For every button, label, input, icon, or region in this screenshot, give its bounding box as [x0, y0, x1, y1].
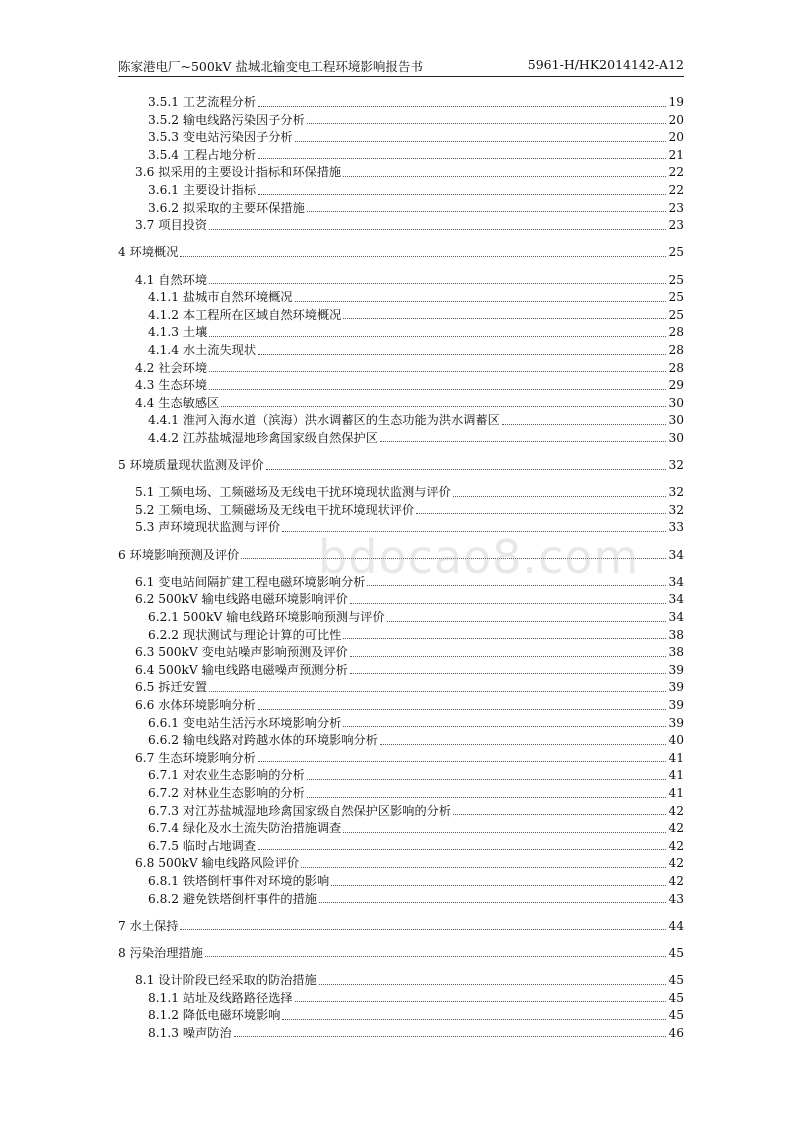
toc-entry-page: 46: [668, 1025, 684, 1040]
toc-entry-title: 3.6.1 主要设计指标: [148, 182, 257, 197]
toc-entry[interactable]: [118, 112, 684, 130]
toc-entry-page: 39: [668, 680, 684, 695]
toc-leader-dots: [502, 424, 667, 425]
toc-leader-dots: [209, 229, 666, 230]
toc-entry-title: 4.1.3 土壤: [148, 325, 208, 340]
toc-entry-title: 4.4 生态敏感区: [135, 395, 220, 410]
toc-entry-title: 4.1.1 盐城市自然环境概况: [148, 290, 293, 305]
toc-entry[interactable]: [118, 767, 684, 785]
toc-entry-page: 19: [668, 95, 684, 109]
toc-entry[interactable]: [118, 662, 684, 680]
toc-entry-page: 30: [668, 413, 684, 428]
toc-entry-title: 4.3 生态环境: [135, 378, 208, 393]
toc-entry-title: 3.5.1 工艺流程分析: [148, 95, 257, 109]
toc-leader-dots: [258, 849, 666, 850]
header-title: 陈家港电厂~500kV 盐城北输变电工程环境影响报告书: [118, 59, 423, 74]
toc-entry[interactable]: [118, 307, 684, 325]
toc-leader-dots: [258, 354, 666, 355]
toc-entry-page: 22: [668, 182, 684, 197]
toc-entry-title: 6.6.2 输电线路对跨越水体的环境影响分析: [148, 733, 378, 748]
toc-entry-page: 40: [668, 733, 684, 748]
toc-leader-dots: [295, 301, 667, 302]
toc-leader-dots: [180, 929, 666, 930]
toc-leader-dots: [343, 832, 666, 833]
toc-entry[interactable]: [118, 430, 684, 448]
toc-entry[interactable]: [118, 324, 684, 342]
toc-leader-dots: [266, 469, 667, 470]
toc-entry[interactable]: [118, 289, 684, 307]
toc-leader-dots: [209, 389, 666, 390]
toc-leader-dots: [380, 744, 667, 745]
toc-leader-dots: [282, 531, 666, 532]
toc-leader-dots: [307, 797, 667, 798]
page-header: [118, 57, 684, 75]
toc-leader-dots: [343, 176, 666, 177]
toc-entry-title: 4.1.4 水土流失现状: [148, 342, 257, 357]
toc-leader-dots: [258, 158, 666, 159]
toc-leader-dots: [307, 779, 667, 780]
toc-entry-title: 6.8 500kV 输电线路风险评价: [135, 856, 300, 871]
toc-entry-title: 6.1 变电站间隔扩建工程电磁环境影响分析: [135, 574, 366, 589]
toc-entry-title: 6.8.2 避免铁塔倒杆事件的措施: [148, 891, 317, 906]
toc-entry-title: 6.7.3 对江苏盐城湿地珍禽国家级自然保护区影响的分析: [148, 803, 452, 818]
toc-leader-dots: [258, 106, 666, 107]
toc-entry[interactable]: [118, 855, 684, 873]
toc-leader-dots: [380, 441, 667, 442]
toc-entry-title: 6 环境影响预测及评价: [118, 547, 240, 562]
toc-leader-dots: [307, 123, 667, 124]
toc-leader-dots: [180, 256, 666, 257]
toc-entry-page: 41: [668, 750, 684, 765]
toc-entry-page: 22: [668, 165, 684, 180]
toc-entry[interactable]: [118, 164, 684, 182]
toc-entry-page: 25: [668, 290, 684, 305]
toc-entry[interactable]: [118, 972, 684, 990]
toc-entry-title: 6.7.2 对林业生态影响的分析: [148, 785, 305, 800]
toc-leader-dots: [343, 726, 666, 727]
toc-entry-page: 42: [668, 803, 684, 818]
toc-entry[interactable]: [118, 147, 684, 165]
toc-entry-page: 43: [668, 891, 684, 906]
toc-entry-page: 21: [668, 147, 684, 162]
toc-entry[interactable]: [118, 412, 684, 430]
toc-entry-title: 8.1 设计阶段已经采取的防治措施: [135, 973, 317, 988]
toc-entry-page: 34: [668, 592, 684, 607]
toc-entry-title: 6.8.1 铁塔倒杆事件对环境的影响: [148, 873, 330, 888]
toc-entry[interactable]: [118, 838, 684, 856]
toc-leader-dots: [295, 141, 667, 142]
toc-entry-page: 33: [668, 520, 684, 535]
toc-entry[interactable]: [118, 94, 684, 112]
toc-entry[interactable]: [118, 502, 684, 520]
toc-entry[interactable]: [118, 945, 684, 963]
toc-entry-title: 6.7 生态环境影响分析: [135, 750, 256, 765]
toc-leader-dots: [416, 513, 666, 514]
toc-entry[interactable]: [118, 272, 684, 290]
toc-entry[interactable]: [118, 697, 684, 715]
watermark: bdocao8.com: [318, 530, 640, 584]
toc-entry[interactable]: [118, 342, 684, 360]
toc-leader-dots: [350, 673, 667, 674]
toc-entry-title: 6.3 500kV 变电站噪声影响预测及评价: [135, 645, 348, 660]
toc-leader-dots: [301, 867, 666, 868]
toc-entry[interactable]: [118, 918, 684, 936]
toc-entry-title: 6.2.1 500kV 输电线路环境影响预测与评价: [148, 610, 385, 624]
toc-entry-page: 39: [668, 697, 684, 712]
toc-entry-page: 30: [668, 395, 684, 410]
toc-entry-title: 5 环境质量现状监测及评价: [118, 458, 264, 473]
toc-entry[interactable]: [118, 715, 684, 733]
toc-entry-page: 32: [668, 502, 684, 517]
toc-entry-page: 30: [668, 430, 684, 445]
toc-entry[interactable]: [118, 891, 684, 909]
toc-entry-page: 32: [668, 485, 684, 500]
toc-entry-page: 34: [668, 547, 684, 562]
toc-entry[interactable]: [118, 129, 684, 147]
toc-leader-dots: [319, 984, 667, 985]
toc-leader-dots: [209, 283, 666, 284]
toc-entry-page: 45: [668, 1008, 684, 1023]
toc-leader-dots: [282, 1019, 666, 1020]
toc-entry-page: 39: [668, 715, 684, 730]
toc-leader-dots: [209, 371, 666, 372]
toc-entry-title: 4.1.2 本工程所在区域自然环境概况: [148, 307, 342, 322]
toc-leader-dots: [234, 1036, 667, 1037]
toc-entry[interactable]: [118, 484, 684, 502]
toc-entry-page: 28: [668, 325, 684, 340]
toc-leader-dots: [209, 336, 666, 337]
toc-entry-title: 6.6.1 变电站生活污水环境影响分析: [148, 715, 342, 730]
toc-leader-dots: [258, 709, 667, 710]
toc-entry[interactable]: [118, 609, 684, 627]
toc-entry-title: 5.3 声环境现状监测与评价: [135, 520, 281, 535]
toc-entry-title: 4 环境概况: [118, 245, 179, 260]
toc-leader-dots: [307, 211, 667, 212]
toc-leader-dots: [350, 656, 667, 657]
toc-entry[interactable]: [118, 395, 684, 413]
toc-leader-dots: [350, 603, 667, 604]
toc-entry[interactable]: [118, 785, 684, 803]
toc-entry-page: 42: [668, 856, 684, 871]
toc-leader-dots: [221, 406, 666, 407]
toc-entry[interactable]: [118, 1007, 684, 1025]
toc-entry-title: 4.4.1 淮河入海水道（滨海）洪水调蓄区的生态功能为洪水调蓄区: [148, 413, 500, 428]
toc-entry[interactable]: [118, 873, 684, 891]
toc-entry-page: 42: [668, 821, 684, 836]
toc-entry-page: 45: [668, 990, 684, 1005]
toc-entry-page: 45: [668, 973, 684, 988]
toc-entry-title: 4.1 自然环境: [135, 272, 208, 287]
toc-leader-dots: [295, 1001, 667, 1002]
toc-entry-page: 25: [668, 245, 684, 260]
toc-entry-page: 34: [668, 574, 684, 589]
toc-entry-page: 32: [668, 458, 684, 473]
toc-leader-dots: [367, 585, 666, 586]
toc-leader-dots: [453, 496, 667, 497]
toc-entry-title: 3.5.4 工程占地分析: [148, 147, 257, 162]
toc-entry-page: 44: [668, 918, 684, 933]
toc-entry-page: 20: [668, 112, 684, 127]
toc-entry-page: 38: [668, 645, 684, 660]
toc-entry[interactable]: [118, 182, 684, 200]
toc-entry-title: 6.6 水体环境影响分析: [135, 697, 256, 712]
toc-entry-title: 3.6.2 拟采取的主要环保措施: [148, 200, 305, 215]
toc-leader-dots: [241, 558, 666, 559]
toc-entry[interactable]: [118, 750, 684, 768]
toc-entry-title: 6.2.2 现状测试与理论计算的可比性: [148, 627, 342, 642]
toc-entry-title: 6.7.5 临时占地调查: [148, 838, 257, 853]
toc-entry[interactable]: [118, 732, 684, 750]
table-of-contents: [118, 94, 684, 1042]
toc-leader-dots: [319, 902, 667, 903]
toc-entry[interactable]: [118, 627, 684, 645]
toc-entry-title: 3.7 项目投资: [135, 218, 208, 233]
toc-entry-title: 6.7.1 对农业生态影响的分析: [148, 768, 305, 783]
toc-entry[interactable]: [118, 457, 684, 475]
toc-entry-page: 42: [668, 873, 684, 888]
toc-leader-dots: [258, 194, 666, 195]
toc-entry-page: 42: [668, 838, 684, 853]
toc-leader-dots: [209, 691, 666, 692]
toc-leader-dots: [258, 761, 667, 762]
toc-entry[interactable]: [118, 679, 684, 697]
toc-entry-page: 41: [668, 768, 684, 783]
toc-entry-page: 45: [668, 945, 684, 960]
toc-entry-title: 8.1.2 降低电磁环境影响: [148, 1008, 281, 1023]
toc-entry-page: 25: [668, 307, 684, 322]
toc-entry-page: 28: [668, 360, 684, 375]
header-rule: [118, 76, 684, 77]
toc-entry-page: 38: [668, 627, 684, 642]
toc-entry-title: 5.1 工频电场、工频磁场及无线电干扰环境现状监测与评价: [135, 485, 451, 500]
toc-entry-title: 5.2 工频电场、工频磁场及无线电干扰环境现状评价: [135, 502, 415, 517]
toc-entry-title: 4.4.2 江苏盐城湿地珍禽国家级自然保护区: [148, 430, 378, 445]
toc-entry[interactable]: [118, 519, 684, 537]
toc-entry-title: 6.7.4 绿化及水土流失防治措施调查: [148, 821, 342, 836]
toc-entry-page: 39: [668, 662, 684, 677]
toc-entry-page: 23: [668, 200, 684, 215]
toc-entry-title: 6.4 500kV 输电线路电磁噪声预测分析: [135, 662, 348, 677]
toc-entry[interactable]: [118, 574, 684, 592]
toc-entry-title: 4.2 社会环境: [135, 360, 208, 375]
toc-leader-dots: [453, 814, 666, 815]
toc-entry-page: 28: [668, 342, 684, 357]
toc-entry-title: 6.2 500kV 输电线路电磁环境影响评价: [135, 592, 348, 607]
toc-entry-page: 29: [668, 378, 684, 393]
toc-entry[interactable]: [118, 200, 684, 218]
toc-leader-dots: [387, 621, 667, 622]
toc-entry[interactable]: [118, 1025, 684, 1043]
toc-entry-page: 23: [668, 218, 684, 233]
toc-entry-page: 41: [668, 785, 684, 800]
toc-entry-title: 3.5.3 变电站污染因子分析: [148, 130, 293, 145]
toc-entry-page: 25: [668, 272, 684, 287]
toc-leader-dots: [343, 318, 666, 319]
toc-entry[interactable]: [118, 217, 684, 235]
toc-entry[interactable]: [118, 377, 684, 395]
toc-entry[interactable]: [118, 820, 684, 838]
toc-entry[interactable]: [118, 360, 684, 378]
toc-entry-title: 8.1.3 噪声防治: [148, 1025, 232, 1040]
toc-entry-title: 3.6 拟采用的主要设计指标和环保措施: [135, 165, 342, 180]
toc-leader-dots: [331, 885, 666, 886]
toc-entry-page: 34: [668, 610, 684, 624]
toc-entry[interactable]: [118, 803, 684, 821]
toc-leader-dots: [343, 638, 666, 639]
toc-leader-dots: [205, 956, 667, 957]
toc-entry-title: 7 水土保持: [118, 918, 179, 933]
toc-entry-title: 3.5.2 输电线路污染因子分析: [148, 112, 305, 127]
toc-entry-page: 20: [668, 130, 684, 145]
toc-entry[interactable]: [118, 244, 684, 262]
toc-entry-title: 8 污染治理措施: [118, 945, 203, 960]
toc-entry[interactable]: [118, 644, 684, 662]
toc-entry-title: 8.1.1 站址及线路路径选择: [148, 990, 293, 1005]
header-doc-id: 5961-H/HK2014142-A12: [527, 57, 684, 72]
toc-entry[interactable]: [118, 990, 684, 1008]
toc-entry[interactable]: [118, 591, 684, 609]
toc-entry-title: 6.5 拆迁安置: [135, 680, 208, 695]
toc-entry[interactable]: [118, 547, 684, 565]
